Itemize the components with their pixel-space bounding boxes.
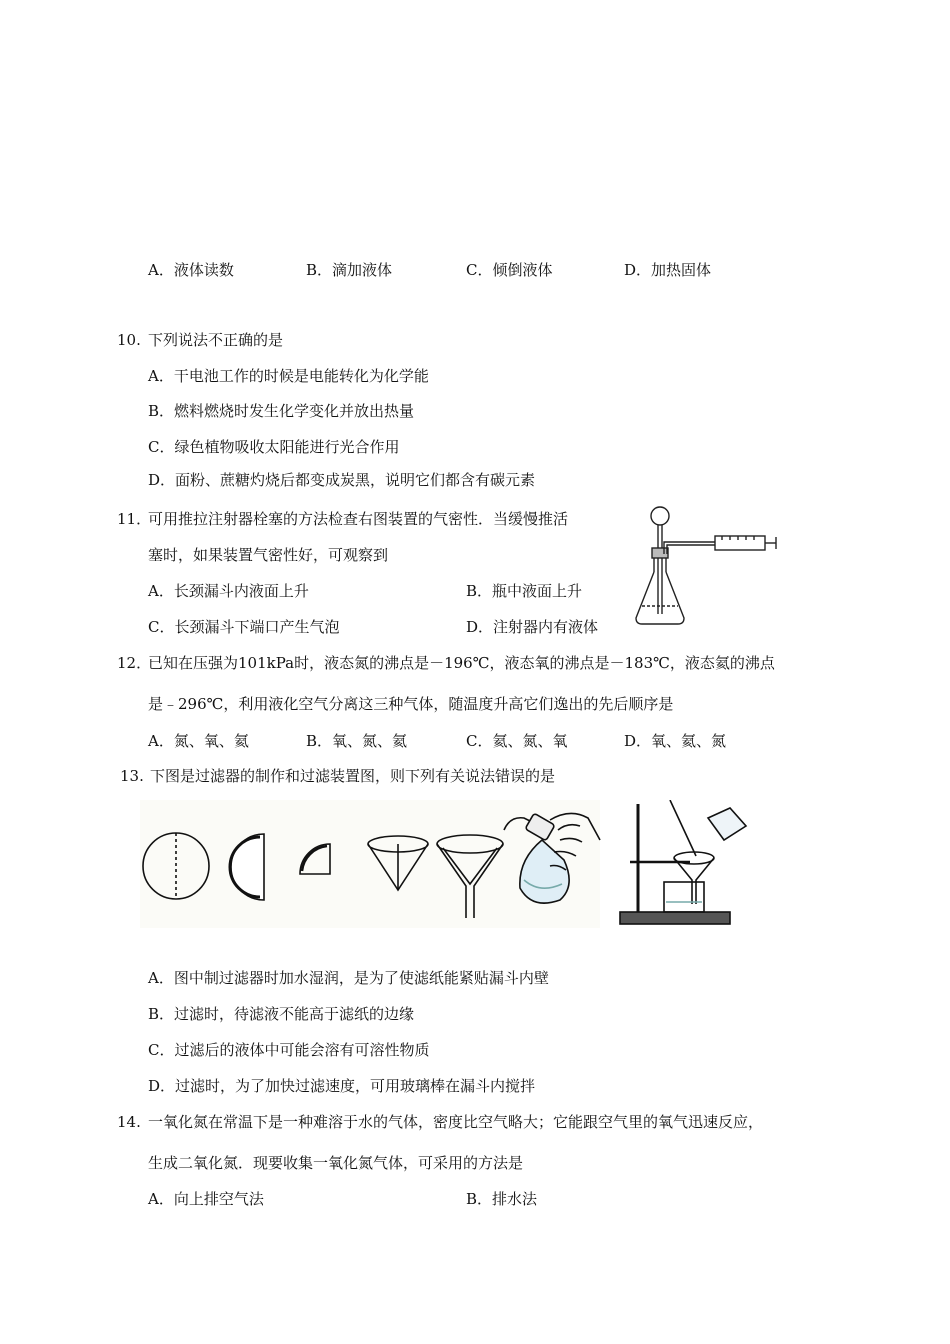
q13-option-a: A．图中制过滤器时加水湿润，是为了使滤纸能紧贴漏斗内壁 [148,969,549,987]
q10-option-c: C．绿色植物吸收太阳能进行光合作用 [148,438,400,456]
q14-option-a: A．向上排空气法 [148,1190,264,1208]
q14-option-b: B．排水法 [466,1190,538,1208]
q9-option-d: D．加热固体 [624,261,712,279]
q10-stem: 下列说法不正确的是 [148,331,284,349]
q11-stem-line2: 塞时，如果装置气密性好，可观察到 [148,546,389,564]
q10-option-a: A．干电池工作的时候是电能转化为化学能 [148,367,429,385]
q13-option-d: D．过滤时，为了加快过滤速度，可用玻璃棒在漏斗内搅拌 [148,1077,536,1095]
q13-option-c: C．过滤后的液体中可能会溶有可溶性物质 [148,1041,430,1059]
q11-option-b: B．瓶中液面上升 [466,582,583,600]
q13-number: 13. [120,767,144,785]
filtration-figure [140,800,770,928]
airtightness-apparatus-figure [630,502,780,632]
q11-number: 11． [117,510,152,528]
q12-stem-line1: 已知在压强为101kPa时，液态氮的沸点是－196℃，液态氧的沸点是－183℃，液态氦的沸点 [148,654,775,672]
q9-option-c: C．倾倒液体 [466,261,553,279]
q11-stem-line1: 可用推拉注射器栓塞的方法检查右图装置的气密性．当缓慢推活 [148,510,569,528]
q9-option-b: B．滴加液体 [306,261,393,279]
q10-option-d: D．面粉、蔗糖灼烧后都变成炭黑，说明它们都含有碳元素 [148,471,536,489]
q11-option-c: C．长颈漏斗下端口产生气泡 [148,618,340,636]
q12-option-c: C．氦、氮、氧 [466,732,568,750]
q12-option-d: D．氧、氦、氮 [624,732,727,750]
q11-option-a: A．长颈漏斗内液面上升 [148,582,309,600]
q10-number: 10. [117,331,141,349]
q13-stem: 下图是过滤器的制作和过滤装置图，则下列有关说法错误的是 [150,767,556,785]
q14-stem-line1: 一氧化氮在常温下是一种难溶于水的气体，密度比空气略大；它能跟空气里的氧气迅速反应， [148,1113,764,1131]
q12-option-a: A．氮、氧、氦 [148,732,249,750]
q14-number: 14. [117,1113,141,1131]
q10-option-b: B．燃料燃烧时发生化学变化并放出热量 [148,402,415,420]
q12-option-b: B．氧、氮、氦 [306,732,408,750]
q11-option-d: D．注射器内有液体 [466,618,599,636]
q14-stem-line2: 生成二氧化氮．现要收集一氧化氮气体，可采用的方法是 [148,1154,524,1172]
q12-number: 12． [117,654,152,672]
q12-stem-line2: 是﹣296℃，利用液化空气分离这三种气体，随温度升高它们逸出的先后顺序是 [148,695,674,713]
q13-option-b: B．过滤时，待滤液不能高于滤纸的边缘 [148,1005,415,1023]
q9-option-a: A．液体读数 [148,261,234,279]
